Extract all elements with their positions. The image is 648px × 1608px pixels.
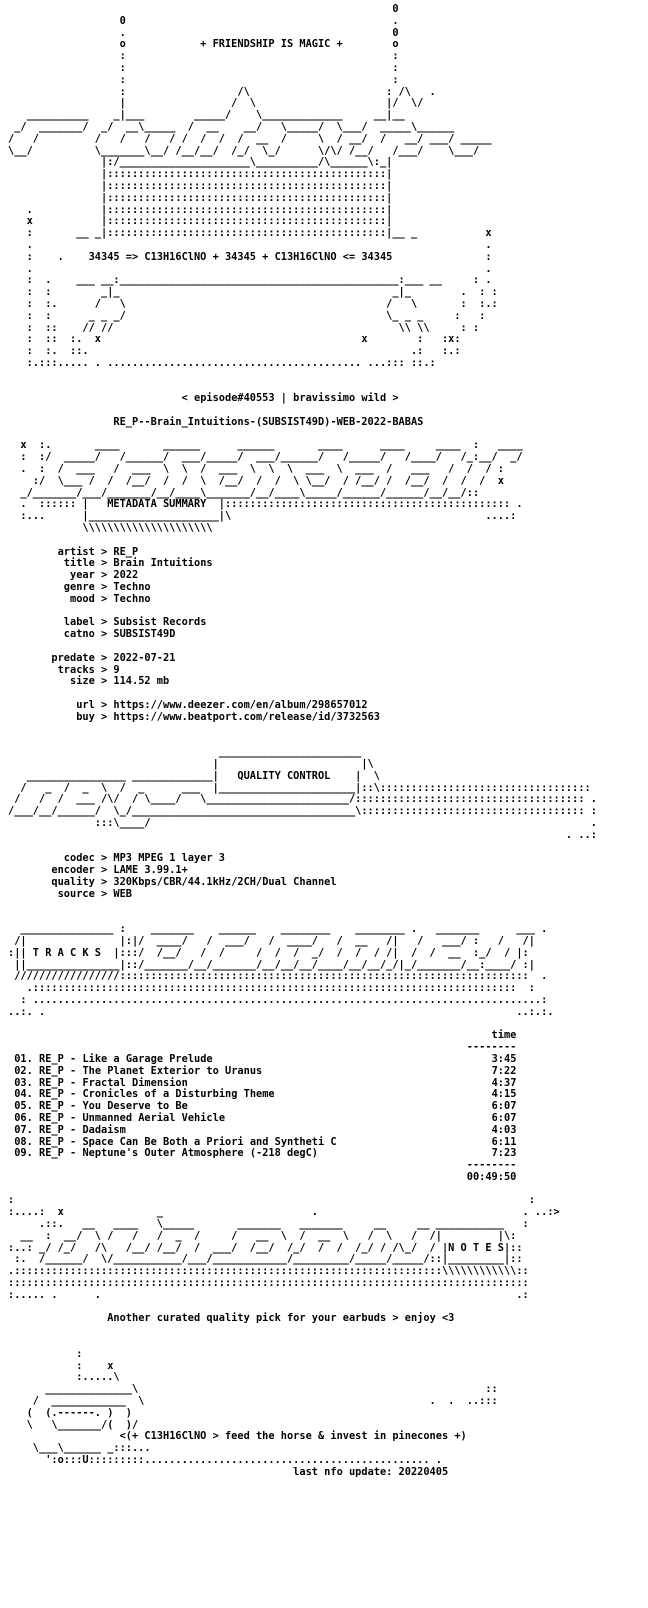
track-row: 06. RE_P - Unmanned Aerial Vehicle 6:07 [14, 1111, 517, 1124]
track-number: 09. [14, 1147, 33, 1160]
tracks-banner-ascii-art: _______________ : _______ ______ ________ ________ . _______ ___ . /| |:|/ ____/ / ___/ / ____/ / __ /| / ___/ : / /| :|| T R A C K S |:::/ /__/ / / / / / _/ / / / /| / / __ :_/ / |: ||_______________|::/_______/__/_______/__/__/__/____/__/__/_/|_/_______/__:____/ :| /////////////////:::::::::::::::::::::::::::::::::::::::::::::::::::::::::::::::::: . .:::::::::::::::::::::::::::::::::::::::::::::::::::::::::::::::::::::::::::::: : : ..................................................................................: ..:. . ..:.:. [8, 923, 554, 1018]
track-number: 08. [14, 1135, 33, 1148]
track-row: 02. RE_P - The Planet Exterior to Uranus 7:22 [14, 1064, 517, 1077]
quality-row: quality > 320Kbps/CBR/44.1kHz/2CH/Dual Channel [8, 875, 337, 888]
track-time: 4:37 [454, 1076, 517, 1089]
quality-value: MP3 MPEG 1 layer 3 [113, 852, 225, 865]
quality-key: source [8, 887, 95, 900]
metadata-key: mood [8, 592, 95, 605]
track-number: 04. [14, 1088, 33, 1101]
metadata-value: 9 [113, 663, 120, 676]
track-time: 6:11 [454, 1135, 517, 1148]
time-column-header: time [8, 1029, 517, 1042]
track-title: Dadaism [82, 1123, 455, 1136]
track-time: 7:22 [454, 1064, 517, 1077]
track-title: Fractal Dimension [82, 1076, 455, 1089]
metadata-key: url [8, 699, 95, 712]
metadata-row: size > 114.52 mb [8, 675, 170, 688]
metadata-row: buy > https://www.beatport.com/release/id/3732563 [8, 710, 380, 723]
title-line [8, 392, 182, 404]
quality-row: source > WEB [8, 887, 133, 900]
metadata-row: artist > RE_P [8, 545, 139, 558]
track-title: You Deserve to Be [82, 1100, 455, 1113]
track-artist: RE_P [39, 1076, 64, 1089]
track-number: 01. [14, 1052, 33, 1065]
metadata-row: genre > Techno [8, 581, 151, 594]
quality-key: codec [8, 852, 95, 865]
metadata-key: buy [8, 710, 95, 723]
track-row: 03. RE_P - Fractal Dimension 4:37 [14, 1076, 517, 1089]
quality-key: encoder [8, 864, 95, 877]
track-title: Like a Garage Prelude [82, 1052, 455, 1065]
nfo-document [8, 4, 640, 1479]
quality-row: codec > MP3 MPEG 1 layer 3 [8, 852, 225, 865]
track-number: 03. [14, 1076, 33, 1089]
track-time: 4:15 [454, 1088, 517, 1101]
metadata-key: size [8, 675, 95, 688]
track-artist: RE_P [39, 1135, 64, 1148]
release-name: RE_P--Brain_Intuitions-(SUBSIST49D)-WEB-2022-BABAS [113, 415, 424, 428]
metadata-key: artist [8, 545, 95, 558]
metadata-row: tracks > 9 [8, 663, 120, 676]
metadata-key: catno [8, 628, 95, 641]
total-time-line [8, 1171, 516, 1183]
track-number: 06. [14, 1111, 33, 1124]
metadata-row: title > Brain Intuitions [8, 557, 213, 570]
footer-ascii-art: : : x :.....\ ______________\ :: / ____________ \ . . ..::: ( (.------. ) ) \ \_______/( )/ [26, 1347, 498, 1431]
track-title: Cronicles of a Disturbing Theme [82, 1088, 455, 1101]
footer-text: <(+ C13H16ClNO > feed the horse & invest in pinecones +) [119, 1430, 467, 1443]
metadata-value: Techno [113, 592, 151, 605]
metadata-value: SUBSIST49D [113, 628, 176, 641]
release-line [8, 416, 113, 428]
metadata-row: year > 2022 [8, 569, 139, 582]
quality-value: WEB [113, 887, 133, 900]
last-update: last nfo update: 20220405 [293, 1465, 449, 1478]
track-row: 08. RE_P - Space Can Be Both a Priori and Syntheti C 6:11 [14, 1135, 517, 1148]
track-title: The Planet Exterior to Uranus [82, 1064, 455, 1077]
quality-value: 320Kbps/CBR/44.1kHz/2CH/Dual Channel [113, 875, 337, 888]
track-row: 04. RE_P - Cronicles of a Disturbing Theme 4:15 [14, 1088, 517, 1101]
metadata-row: label > Subsist Records [8, 616, 207, 629]
metadata-key: label [8, 616, 95, 629]
quality-row: encoder > LAME 3.99.1+ [8, 864, 188, 877]
metadata-summary-block [8, 546, 380, 723]
metadata-value: https://www.beatport.com/release/id/3732563 [113, 710, 380, 723]
track-row: 01. RE_P - Like a Garage Prelude 3:45 [14, 1052, 517, 1065]
tracks-time-header [8, 1029, 516, 1041]
metadata-value: https://www.deezer.com/en/album/298657012 [113, 699, 368, 712]
notes-line [8, 1312, 107, 1324]
quality-value: LAME 3.99.1+ [113, 864, 188, 877]
metadata-row: predate > 2022-07-21 [8, 651, 176, 664]
track-artist: RE_P [39, 1123, 64, 1136]
metadata-value: RE_P [113, 545, 139, 558]
metadata-value: Techno [113, 581, 151, 594]
tracks-header-rule: -------- [8, 1041, 517, 1054]
notes-text: Another curated quality pick for your earbuds > enjoy <3 [107, 1312, 455, 1325]
metadata-key: year [8, 569, 95, 582]
metadata-value: 2022 [113, 569, 139, 582]
header-ascii-art: 0 0 . . 0 o + FRIENDSHIP IS MAGIC + o : : : : : : : /\ : /\ . | / \ |/ \/ __________ _|___ _____/ \_____________ __|__ _/ _______/ _/ __\_____ / __ __/ \_____/ \___/ _____\______ / / / / / / / / / / __ / \ / __/ / __/ ___/ _____ \__/ \_______\__/ /__/__/ /_/ \_/ \/\/ /__/ /___/ \___/ |:/_____________________\__________/\______\:_| |:::::::::::::::::::::::::::::::::::::::::::::| |:::::::::::::::::::::::::::::::::::::::::::::| |:::::::::::::::::::::::::::::::::::::::::::::| . |:::::::::::::::::::::::::::::::::::::::::::::| x |:::::::::::::::::::::::::::::::::::::::::::::| : __ _|:::::::::::::::::::::::::::::::::::::::::::::|__ _ x . . : . 34345 => C13H16ClNO + 34345 + C13H16ClNO <= 34345 : . . : . ___ __:_____________________________________________:___ __ : . : : _|_ _|_ . : : : :. / \ / \ : :.: : : _ _ _/ \_ _ _ : : : :: // // \\ \\ : : : :: :. x x : :x: : :. ::. .: :.: :.:::..... . ......................................... ...::: ::.: [8, 4, 498, 369]
quality-key: quality [8, 875, 95, 888]
metadata-key: genre [8, 581, 95, 594]
track-artist: RE_P [39, 1052, 64, 1065]
track-time: 4:03 [454, 1123, 517, 1136]
footer-bottom-ascii-art: \___\______ _:::... ':o:::U:::::::::.............................................. . [32, 1442, 442, 1467]
track-time: 6:07 [454, 1111, 517, 1124]
track-number: 05. [14, 1100, 33, 1113]
metadata-value: 2022-07-21 [113, 651, 176, 664]
metadata-row: url > https://www.deezer.com/en/album/298657012 [8, 699, 368, 712]
track-artist: RE_P [39, 1088, 64, 1101]
track-number: 07. [14, 1123, 33, 1136]
track-title: Space Can Be Both a Priori and Syntheti C [82, 1135, 455, 1148]
track-number: 02. [14, 1064, 33, 1077]
track-artist: RE_P [39, 1147, 64, 1160]
track-title: Unmanned Aerial Vehicle [82, 1111, 455, 1124]
quality-block [8, 852, 337, 899]
metadata-key: title [8, 557, 95, 570]
track-row: 07. RE_P - Dadaism 4:03 [14, 1123, 517, 1136]
track-artist: RE_P [39, 1100, 64, 1113]
footer-line [8, 1430, 120, 1442]
track-time: 3:45 [454, 1052, 517, 1065]
track-artist: RE_P [39, 1064, 64, 1077]
track-title: Neptune's Outer Atmosphere (-218 degC) [82, 1147, 455, 1160]
total-time: 00:49:50 [8, 1170, 517, 1183]
metadata-value: 114.52 mb [113, 675, 170, 688]
metadata-value: Brain Intuitions [113, 557, 213, 570]
metadata-row: mood > Techno [8, 592, 151, 605]
metadata-key: predate [8, 651, 95, 664]
metadata-row: catno > SUBSIST49D [8, 628, 176, 641]
last-update-line [8, 1466, 293, 1478]
track-list [8, 1053, 516, 1159]
track-row: 09. RE_P - Neptune's Outer Atmosphere (-218 degC) 7:23 [14, 1147, 517, 1160]
metadata-banner-ascii-art: x :. ____ ______ ______ ____ ____ ____ : ____ : :/ _____/ /______/ ___/_____/ ___/______/ /_____/ /____/ /_:__/ _/ . : / ___ / ___ \ \ / ___ \ \ \ ___ \ ___ / ___ / / / : :/ \___ / / /__/ / / \ /__/ / / \ \__/ / /__/ / /__/ / / / x _/_______/___/_______/__/____\_______/__/____\_____/______/______/__/__/:: . :::::: | METADATA SUMMARY |:::::::::::::::::::::::::::::::::::::::::::::: . :... |_____________________|\ ....: \\\\\\\\\\\\\\\\\\\\\ [20, 439, 523, 535]
tracks-total-rule: -------- [8, 1159, 517, 1172]
track-time: 7:23 [454, 1147, 517, 1160]
track-row: 05. RE_P - You Deserve to Be 6:07 [14, 1100, 517, 1113]
notes-banner-ascii-art: : : :....: x _ . . ..:> .::. __ ____ \_____ _______ _______ __ __ ___________ : __ : __/ \ / / / _ / / __ \ / __ \ / \ / /| |\: :..: _/ /_/ /\ /__/ /__/ / ___/ /__/ /_/ / / /_/ / /\_/ / |N O T E S|:: :. /______/ \/___________/___/____________/_________/_____/_____/::|_________|:: .:::::::::::::::::::::::::::::::::::::::::::::::::::::::::::::::::::::\\\\\\\\\\\\:: :::::::::::::::::::::::::::::::::::::::::::::::::::::::::::::::::::::::::::::::::::: :..... . . .: [8, 1194, 560, 1301]
metadata-key: tracks [8, 663, 95, 676]
track-time: 6:07 [454, 1100, 517, 1113]
track-artist: RE_P [39, 1111, 64, 1124]
quality-control-banner-ascii-art: _______________________ | |\ ________________ _____________| QUALITY CONTROL | \ / _ / _ \ / _ ___ |______________________|::\:::::::::::::::::::::::::::::::::: / / / ___ /\/ / \____/ \_______________________/::::::::::::::::::::::::::::::::::::: . /___/__/______/ \_/____________________________________\:::::::::::::::::::::::::::::::::::: : :::\____/ . . ..: [8, 746, 597, 841]
metadata-value: Subsist Records [113, 616, 207, 629]
episode-title: < episode#40553 | bravissimo wild > [181, 392, 399, 405]
